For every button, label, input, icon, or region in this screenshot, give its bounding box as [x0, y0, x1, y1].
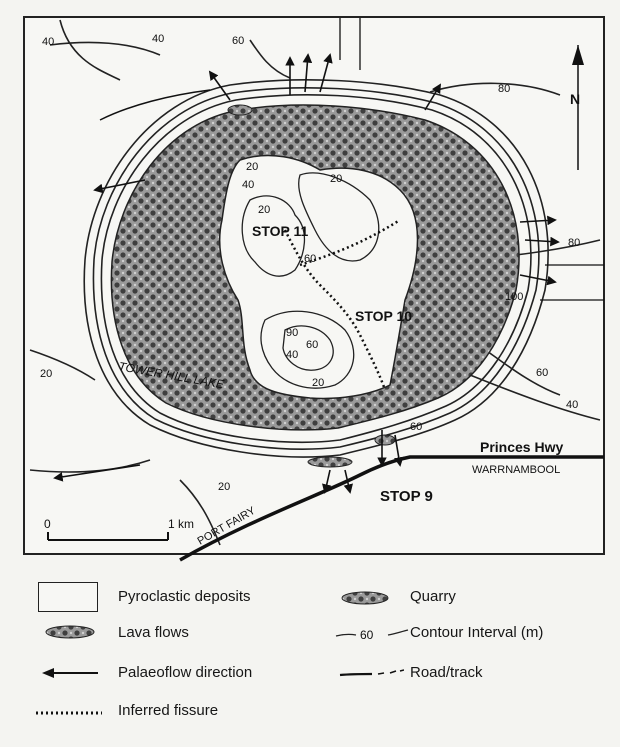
legend	[0, 568, 620, 747]
legend-contour: Contour Interval (m)	[410, 624, 544, 641]
north-label: N	[570, 91, 581, 107]
svg-text:20: 20	[218, 481, 231, 493]
svg-text:20: 20	[312, 377, 325, 389]
legend-quarry: Quarry	[410, 588, 456, 605]
svg-text:60: 60	[536, 367, 549, 379]
legend-lava: Lava flows	[118, 624, 189, 641]
quarry-swatch	[340, 590, 390, 606]
svg-text:60: 60	[410, 421, 423, 433]
lava-swatch	[44, 624, 96, 640]
svg-text:20: 20	[258, 204, 271, 216]
legend-fissure: Inferred fissure	[118, 702, 219, 719]
warrnambool-label: WARRNAMBOOL	[472, 464, 561, 476]
contour-swatch	[334, 624, 410, 644]
pyroclastic-swatch	[38, 582, 98, 612]
svg-text:60: 60	[232, 35, 245, 47]
svg-text:80: 80	[568, 237, 581, 249]
stop-10-label: STOP 10	[355, 308, 413, 324]
stop-9-label: STOP 9	[380, 488, 433, 505]
svg-text:40: 40	[286, 349, 299, 361]
svg-text:40: 40	[42, 36, 55, 48]
svg-text:80: 80	[498, 83, 511, 95]
port-fairy-label: PORT FAIRY	[195, 504, 258, 548]
svg-text:40: 40	[242, 179, 255, 191]
lake-label: TOWER HILL LAKE	[117, 359, 226, 392]
svg-text:20: 20	[246, 161, 259, 173]
svg-text:40: 40	[152, 33, 165, 45]
stop-11-label: STOP 11	[252, 223, 309, 239]
fissure-swatch	[34, 708, 104, 718]
legend-palaeoflow: Palaeoflow direction	[118, 664, 253, 681]
scale-start: 0	[44, 517, 51, 531]
svg-text:60: 60	[306, 339, 319, 351]
svg-text:40: 40	[566, 399, 579, 411]
svg-text:20: 20	[40, 368, 53, 380]
highway-label: Princes Hwy	[480, 439, 564, 455]
legend-pyroclastic: Pyroclastic deposits	[118, 588, 251, 605]
svg-text:20: 20	[330, 173, 343, 185]
svg-text:90: 90	[286, 327, 299, 339]
palaeoflow-swatch	[40, 666, 100, 680]
svg-text:100: 100	[505, 291, 524, 303]
scale-end: 1 km	[168, 517, 195, 531]
road-swatch	[338, 666, 404, 680]
legend-road: Road/track	[410, 664, 483, 681]
svg-text:60: 60	[304, 253, 317, 265]
contour-sample-value: 60	[360, 628, 374, 642]
